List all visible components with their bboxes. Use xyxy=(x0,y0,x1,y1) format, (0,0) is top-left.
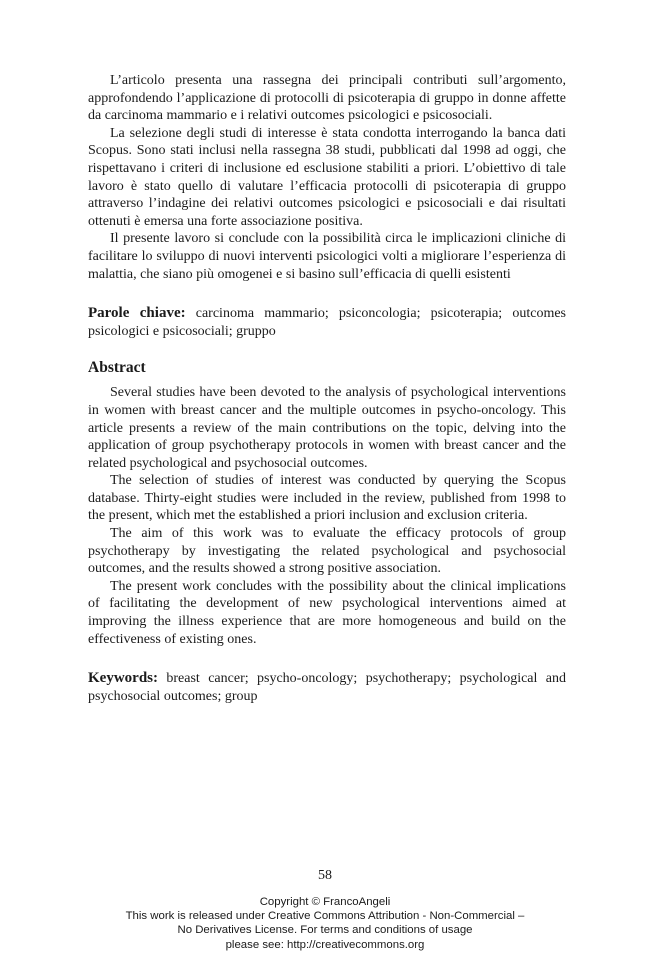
abstract-heading: Abstract xyxy=(88,359,146,377)
abstract-paragraph: The aim of this work was to evaluate the efficacy protocols of group psychotherapy by investigating the related psychological and psychosocial outcomes, and the results showed a strong positive association. xyxy=(88,526,566,577)
italian-abstract xyxy=(88,72,566,283)
italian-keywords-label: Parole chiave: xyxy=(88,305,186,322)
italian-paragraph: Il presente lavoro si conclude con la possibilità circa le implicazioni cliniche di facilitare lo sviluppo di nuovi interventi psicologici volti a migliorare l’esperienza di malattia, che siano più omogenei e si basino sull’efficacia di quelli esistenti xyxy=(88,231,566,282)
english-abstract xyxy=(88,384,566,648)
italian-keywords-text: carcinoma mammario; psiconcologia; psicoterapia; outcomes psicologici e psicosociali; gruppo xyxy=(88,306,566,339)
italian-paragraph: La selezione degli studi di interesse è stata condotta interrogando la banca dati Scopus. Sono stati inclusi nella rassegna 38 studi, pubblicati dal 1998 ad oggi, che rispettavano i criteri di inclusione ed esclusione stabiliti a priori. L’obiettivo di tale lavoro è stato quello di valutare l’efficacia protocolli di psicoterapia di gruppo attraverso l’indagine dei relativi outcomes psicologici e psicosociali e dai risultati ottenuti è emersa una forte associazione positiva. xyxy=(88,125,566,229)
english-keywords-text: breast cancer; psycho-oncology; psychotherapy; psychological and psychosocial outcomes; group xyxy=(88,671,566,704)
copyright-footer xyxy=(0,895,650,952)
abstract-paragraph: The present work concludes with the possibility about the clinical implications of facilitating the development of new psychological interventions aimed at improving the illness experience that are more homogeneous and build on the effectiveness of existing ones. xyxy=(88,578,566,647)
abstract-paragraph: The selection of studies of interest was conducted by querying the Scopus database. Thirty-eight studies were included in the review, published from 1998 to the present, which met the established a priori inclusion and exclusion criteria. xyxy=(88,473,566,524)
footer-link-line: please see: http://creativecommons.org xyxy=(225,938,425,951)
footer-license-line: No Derivatives License. For terms and conditions of usage xyxy=(177,924,473,937)
english-keywords-label: Keywords: xyxy=(88,670,158,687)
page-number: 58 xyxy=(318,868,332,883)
english-keywords xyxy=(88,670,566,705)
italian-keywords xyxy=(88,305,566,340)
page-content xyxy=(88,72,566,705)
abstract-paragraph: Several studies have been devoted to the analysis of psychological interventions in women with breast cancer and the multiple outcomes in psycho-oncology. This article presents a review of the main contributions on the topic, delving into the application of group psychotherapy protocols in women with breast cancer and the related psychological and psychosocial outcomes. xyxy=(88,385,566,471)
footer-copyright-line: Copyright © FrancoAngeli xyxy=(259,896,391,908)
italian-paragraph: L’articolo presenta una rassegna dei principali contributi sull’argomento, approfondendo l’applicazione di protocolli di psicoterapia di gruppo in donne affette da carcinoma mammario e i relativi outcomes psicologici e psicosociali. xyxy=(88,73,566,124)
footer-license-line: This work is released under Creative Commons Attribution - Non-Commercial – xyxy=(125,910,525,923)
